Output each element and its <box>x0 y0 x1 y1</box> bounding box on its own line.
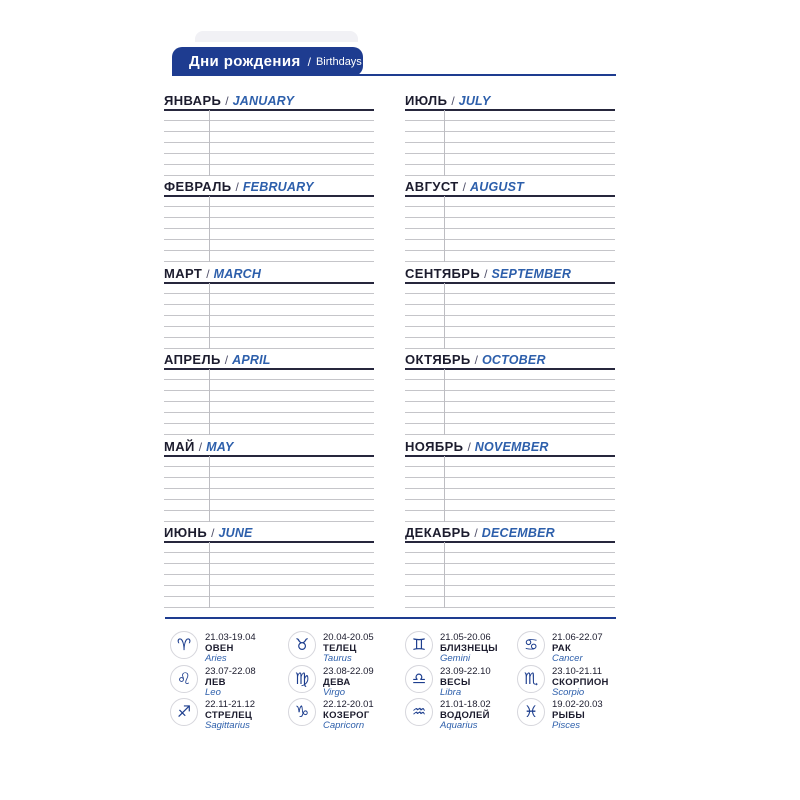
zodiac-name-ru: РАК <box>552 642 572 654</box>
zodiac-name-en: Aquarius <box>440 720 478 731</box>
month-header <box>405 267 571 282</box>
writing-lines <box>405 369 615 435</box>
writing-lines <box>405 542 615 608</box>
month-separator: / <box>474 353 478 367</box>
writing-lines <box>164 369 374 435</box>
month-header <box>405 526 555 541</box>
zodiac-dates: 19.02-20.03 <box>552 699 603 710</box>
month-name-ru: АПРЕЛЬ <box>164 352 221 367</box>
month-header <box>164 180 314 195</box>
month-name-en: JANUARY <box>232 94 295 108</box>
month-name-en: OCTOBER <box>482 353 546 367</box>
month-name-ru: ДЕКАБРЬ <box>405 525 471 540</box>
zodiac-circle <box>288 631 316 659</box>
zodiac-item-aquarius <box>405 698 517 731</box>
zodiac-circle <box>405 665 433 693</box>
month-header <box>405 353 546 368</box>
libra-icon: ♎ <box>411 669 427 688</box>
month-block-february <box>164 180 374 266</box>
month-name-ru: МАРТ <box>164 266 203 281</box>
zodiac-dates: 23.10-21.11 <box>552 666 603 677</box>
cancer-icon: ♋ <box>523 635 539 654</box>
month-block-may <box>164 440 374 526</box>
month-separator: / <box>235 180 239 194</box>
zodiac-name-ru: СТРЕЛЕЦ <box>205 709 253 721</box>
pisces-icon: ♓ <box>523 702 539 721</box>
zodiac-name-ru: СКОРПИОН <box>552 676 609 688</box>
zodiac-circle <box>517 665 545 693</box>
date-column-divider <box>444 456 445 522</box>
zodiac-name-en: Libra <box>440 687 462 698</box>
zodiac-name-en: Gemini <box>440 653 471 664</box>
month-name-ru: ФЕВРАЛЬ <box>164 179 232 194</box>
month-separator: / <box>224 353 229 367</box>
zodiac-name-ru: ОВЕН <box>205 642 234 654</box>
zodiac-item-virgo <box>288 665 400 698</box>
zodiac-name-ru: ТЕЛЕЦ <box>323 642 357 654</box>
gemini-icon: ♊ <box>411 635 427 654</box>
bottom-rule <box>165 617 616 619</box>
month-header <box>405 440 549 455</box>
month-name-ru: СЕНТЯБРЬ <box>405 266 481 281</box>
month-name-en: MARCH <box>213 267 262 281</box>
zodiac-name-en: Pisces <box>552 720 580 731</box>
month-name-en: JUNE <box>218 526 253 540</box>
zodiac-name-en: Taurus <box>323 653 352 664</box>
month-separator: / <box>462 180 466 194</box>
month-name-en: APRIL <box>232 353 271 367</box>
month-header <box>164 440 234 455</box>
month-block-october <box>405 353 615 439</box>
zodiac-name-ru: ВЕСЫ <box>440 676 471 688</box>
writing-lines <box>164 542 374 608</box>
month-name-en: MAY <box>206 440 234 454</box>
month-separator: / <box>206 267 210 281</box>
zodiac-circle <box>517 631 545 659</box>
month-block-december <box>405 526 615 612</box>
month-name-ru: НОЯБРЬ <box>405 439 464 454</box>
date-column-divider <box>444 283 445 349</box>
date-column-divider <box>444 110 445 176</box>
virgo-icon: ♍ <box>294 669 310 688</box>
month-name-ru: АВГУСТ <box>405 179 459 194</box>
zodiac-circle <box>288 665 316 693</box>
zodiac-dates: 22.11-21.12 <box>205 699 256 710</box>
month-header <box>405 180 524 195</box>
zodiac-name-ru: БЛИЗНЕЦЫ <box>440 642 498 654</box>
zodiac-name-ru: ДЕВА <box>323 676 351 688</box>
zodiac-name-en: Virgo <box>323 687 346 698</box>
writing-lines <box>405 456 615 522</box>
zodiac-name-en: Leo <box>205 687 221 698</box>
zodiac-name-en: Aries <box>205 653 227 664</box>
page-title-ru: Дни рождения <box>189 53 301 70</box>
month-separator: / <box>484 267 488 281</box>
writing-lines <box>164 110 374 176</box>
date-column-divider <box>209 542 210 608</box>
writing-lines <box>164 283 374 349</box>
zodiac-dates: 21.01-18.02 <box>440 699 491 710</box>
capricorn-icon: ♑ <box>294 702 310 721</box>
month-block-september <box>405 267 615 353</box>
month-header <box>164 267 261 282</box>
aquarius-icon: ♒ <box>411 702 427 721</box>
date-column-divider <box>444 542 445 608</box>
month-separator: / <box>474 526 478 540</box>
date-column-divider <box>209 196 210 262</box>
month-name-ru: ЯНВАРЬ <box>164 93 222 108</box>
zodiac-name-en: Cancer <box>552 653 583 664</box>
zodiac-item-aries <box>170 631 282 664</box>
zodiac-dates: 23.07-22.08 <box>205 666 256 677</box>
month-block-august <box>405 180 615 266</box>
month-name-en: JULY <box>458 94 491 108</box>
month-name-en: AUGUST <box>469 180 524 194</box>
month-separator: / <box>225 94 229 108</box>
zodiac-item-taurus <box>288 631 400 664</box>
zodiac-circle <box>517 698 545 726</box>
month-name-ru: ИЮНЬ <box>164 525 208 540</box>
page-title <box>172 47 363 76</box>
zodiac-item-gemini <box>405 631 517 664</box>
zodiac-item-cancer <box>517 631 629 664</box>
date-column-divider <box>209 283 210 349</box>
zodiac-circle <box>288 698 316 726</box>
month-name-en: FEBRUARY <box>242 180 314 194</box>
zodiac-item-sagittarius <box>170 698 282 731</box>
month-header <box>405 94 491 109</box>
zodiac-dates: 22.12-20.01 <box>323 699 374 710</box>
zodiac-dates: 21.03-19.04 <box>205 632 256 643</box>
month-name-en: SEPTEMBER <box>491 267 572 281</box>
zodiac-circle <box>405 698 433 726</box>
month-header <box>164 94 294 109</box>
date-column-divider <box>209 456 210 522</box>
zodiac-dates: 20.04-20.05 <box>323 632 374 643</box>
sagittarius-icon: ♐ <box>176 702 192 721</box>
writing-lines <box>405 110 615 176</box>
zodiac-item-libra <box>405 665 517 698</box>
month-block-january <box>164 94 374 180</box>
page-title-en: Birthdays <box>315 55 362 68</box>
zodiac-circle <box>170 631 198 659</box>
month-header <box>164 353 271 368</box>
month-block-june <box>164 526 374 612</box>
zodiac-item-capricorn <box>288 698 400 731</box>
zodiac-item-scorpio <box>517 665 629 698</box>
month-block-november <box>405 440 615 526</box>
month-header <box>164 526 253 541</box>
zodiac-name-en: Scorpio <box>552 687 585 698</box>
month-name-en: NOVEMBER <box>474 440 549 454</box>
zodiac-item-pisces <box>517 698 629 731</box>
zodiac-dates: 23.09-22.10 <box>440 666 491 677</box>
zodiac-name-ru: РЫБЫ <box>552 709 585 721</box>
writing-lines <box>405 196 615 262</box>
writing-lines <box>164 196 374 262</box>
month-name-en: DECEMBER <box>481 526 555 540</box>
month-block-july <box>405 94 615 180</box>
zodiac-name-ru: КОЗЕРОГ <box>323 709 370 721</box>
scorpio-icon: ♏ <box>523 669 539 688</box>
month-block-march <box>164 267 374 353</box>
zodiac-name-ru: ВОДОЛЕЙ <box>440 709 490 721</box>
page-title-separator: / <box>307 54 311 69</box>
month-block-april <box>164 353 374 439</box>
aries-icon: ♈ <box>176 635 192 654</box>
writing-lines <box>405 283 615 349</box>
month-separator: / <box>211 526 215 540</box>
taurus-icon: ♉ <box>294 635 310 654</box>
zodiac-dates: 23.08-22.09 <box>323 666 374 677</box>
month-separator: / <box>467 440 471 454</box>
previous-page-ghost <box>195 31 358 42</box>
zodiac-dates: 21.06-22.07 <box>552 632 603 643</box>
zodiac-name-en: Sagittarius <box>205 720 250 731</box>
zodiac-circle <box>405 631 433 659</box>
header-rule <box>172 74 616 76</box>
month-separator: / <box>198 440 203 454</box>
date-column-divider <box>209 369 210 435</box>
zodiac-name-en: Capricorn <box>323 720 365 731</box>
zodiac-circle <box>170 698 198 726</box>
date-column-divider <box>444 196 445 262</box>
month-separator: / <box>451 94 455 108</box>
writing-lines <box>164 456 374 522</box>
zodiac-name-ru: ЛЕВ <box>205 676 226 688</box>
zodiac-dates: 21.05-20.06 <box>440 632 491 643</box>
month-name-ru: МАЙ <box>164 439 195 454</box>
zodiac-item-leo <box>170 665 282 698</box>
leo-icon: ♌ <box>176 669 192 688</box>
zodiac-circle <box>170 665 198 693</box>
date-column-divider <box>444 369 445 435</box>
month-name-ru: ИЮЛЬ <box>405 93 448 108</box>
month-name-ru: ОКТЯБРЬ <box>405 352 471 367</box>
date-column-divider <box>209 110 210 176</box>
